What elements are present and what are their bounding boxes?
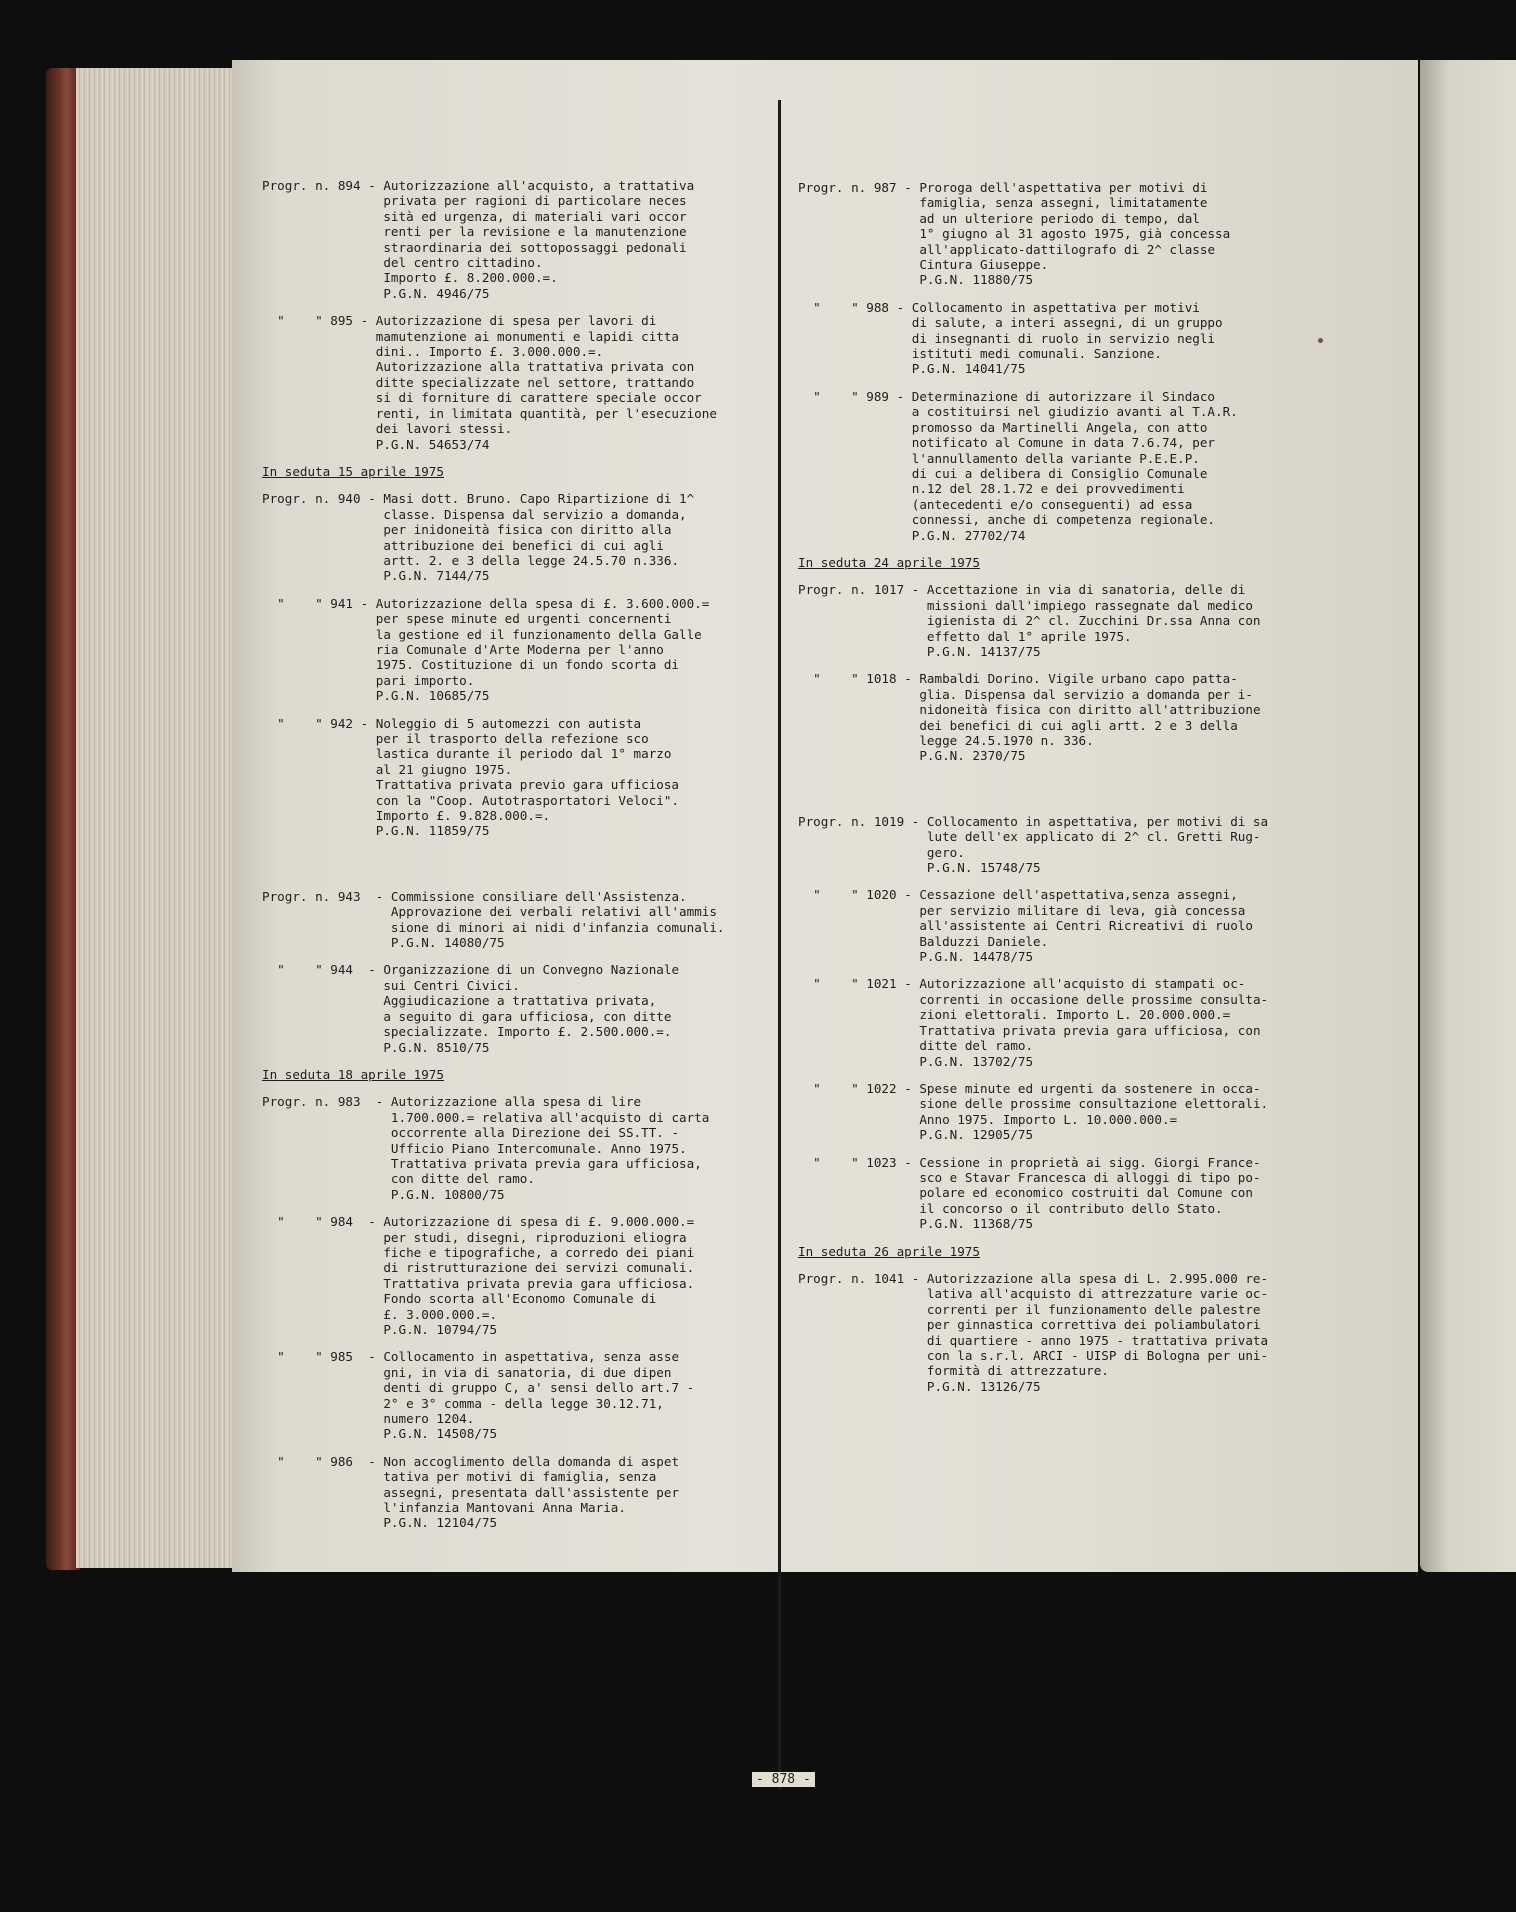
entry-line: renti per la revisione e la manutenzione	[383, 224, 687, 240]
entry-line: lute dell'ex applicato di 2^ cl. Gretti Rug-	[926, 829, 1261, 845]
entry-line: Trattativa privata previa gara ufficiosa.	[383, 1275, 695, 1291]
entry-line: all'assistente ai Centri Ricreativi di ruolo	[919, 918, 1253, 934]
entry-line: sione delle prossime consultazione elettorali.	[919, 1096, 1269, 1112]
entry-text	[919, 1155, 1288, 1232]
entry-line: P.G.N. 7144/75	[383, 568, 490, 584]
resolution-entry	[262, 491, 762, 583]
entry-number: Progr. n. 983 -	[262, 1094, 391, 1110]
entry-text	[383, 1214, 762, 1337]
entry-line: Commissione consiliare dell'Assistenza.	[390, 888, 687, 904]
entry-line: assegni, presentata dall'assistente per	[383, 1484, 680, 1500]
entry-line: con la s.r.l. ARCI - UISP di Bologna per uni-	[926, 1348, 1269, 1363]
entry-line: la gestione ed il funzionamento della Galle	[375, 626, 702, 642]
entry-text	[919, 180, 1288, 288]
entry-line: P.G.N. 14041/75	[911, 361, 1026, 377]
resolution-entry	[262, 1349, 762, 1441]
entry-line: Collocamento in aspettativa, per motivi di sa	[926, 813, 1269, 829]
entry-line: Autorizzazione alla spesa di L. 2.995.000 re-	[926, 1270, 1269, 1286]
entry-text	[391, 1094, 762, 1202]
entry-line: pari importo.	[375, 672, 475, 688]
entry-line: P.G.N. 2370/75	[919, 748, 1026, 764]
entry-line: legge 24.5.1970 n. 336.	[919, 733, 1094, 748]
entry-number: " " 1022 -	[798, 1080, 920, 1096]
entry-line: Ufficio Piano Intercomunale. Anno 1975.	[390, 1140, 687, 1156]
entry-line: Autorizzazione all'acquisto di stampati oc-	[919, 976, 1246, 992]
entry-line: P.G.N. 8510/75	[383, 1039, 490, 1055]
entry-line: connessi, anche di competenza regionale.	[911, 512, 1216, 528]
entry-line: 1° giugno al 31 agosto 1975, già concessa	[919, 226, 1231, 242]
entry-line: ditte specializzate nel settore, trattando	[375, 374, 695, 390]
entry-line: denti di gruppo C, a' sensi dello art.7 -	[383, 1380, 695, 1396]
entry-line: Non accoglimento della domanda di aspet	[383, 1453, 680, 1469]
resolution-entry	[262, 178, 762, 301]
entry-line: igienista di 2^ cl. Zucchini Dr.ssa Anna con	[926, 613, 1261, 629]
entry-line: 1975. Costituzione di un fondo scorta di	[375, 657, 680, 673]
entry-line: Autorizzazione all'acquisto, a trattativa	[383, 178, 695, 193]
entry-number: " " 895 -	[262, 313, 376, 329]
entry-line: Noleggio di 5 automezzi con autista	[375, 715, 642, 731]
entry-line: P.G.N. 12905/75	[919, 1127, 1034, 1143]
entry-line: P.G.N. 14478/75	[919, 949, 1034, 965]
entry-line: lastica durante il periodo dal 1° marzo	[375, 746, 672, 762]
resolution-entry	[798, 389, 1288, 543]
entry-line: P.G.N. 13126/75	[926, 1378, 1041, 1394]
entry-number: " " 944 -	[262, 962, 384, 978]
entry-line: formità di attrezzature.	[926, 1363, 1109, 1379]
resolution-entry	[798, 1271, 1288, 1394]
entry-line: artt. 2. e 3 della legge 24.5.70 n.336.	[383, 552, 680, 568]
entry-number: " " 984 -	[262, 1214, 384, 1230]
entry-text	[919, 976, 1288, 1068]
entry-line: renti, in limitata quantità, per l'esecuzione	[375, 405, 717, 421]
entry-line: al 21 giugno 1975.	[375, 761, 513, 777]
page-edges	[76, 68, 232, 1568]
entry-line: Anno 1975. Importo L. 10.000.000.=	[919, 1111, 1178, 1127]
resolution-entry	[262, 313, 762, 452]
entry-number: " " 1020 -	[798, 887, 920, 903]
entry-text	[383, 962, 762, 1054]
entry-line: Autorizzazione alla trattativa privata con	[375, 359, 695, 375]
entry-line: istituti medi comunali. Sanzione.	[911, 346, 1162, 362]
entry-line: classe. Dispensa dal servizio a domanda,	[383, 506, 687, 522]
entry-line: P.G.N. 27702/74	[911, 527, 1026, 543]
entry-line: per spese minute ed urgenti concernenti	[375, 611, 672, 627]
entry-line: ditte del ramo.	[919, 1038, 1034, 1054]
entry-text	[391, 889, 762, 951]
entry-line: P.G.N. 4946/75	[383, 285, 490, 301]
entry-line: fiche e tipografiche, a corredo dei piani	[383, 1244, 695, 1260]
session-heading: In seduta 24 aprile 1975	[798, 554, 980, 570]
entry-text	[912, 300, 1288, 377]
entry-text	[376, 716, 762, 839]
entry-text	[383, 491, 762, 583]
entry-line: Autorizzazione della spesa di £. 3.600.000.=	[375, 595, 710, 611]
entry-line: Autorizzazione alla spesa di lire	[390, 1094, 642, 1110]
entry-text	[927, 1271, 1288, 1394]
resolution-entry	[798, 814, 1288, 876]
entry-number: Progr. n. 943 -	[262, 888, 391, 904]
entry-line: Balduzzi Daniele.	[919, 933, 1049, 949]
entry-line: specializzate. Importo £. 2.500.000.=.	[383, 1024, 672, 1040]
entry-line: dei lavori stessi.	[375, 421, 513, 437]
entry-line: per inidoneità fisica con diritto alla	[383, 522, 672, 538]
entry-line: con la "Coop. Autotrasportatori Veloci".	[375, 792, 680, 808]
resolution-entry	[798, 582, 1288, 659]
resolution-entry	[262, 596, 762, 704]
entry-text	[919, 671, 1288, 763]
entry-line: l'annullamento della variante P.E.E.P.	[911, 450, 1200, 466]
entry-number: " " 941 -	[262, 595, 376, 611]
entry-text	[927, 582, 1288, 659]
entry-line: sui Centri Civici.	[383, 977, 520, 993]
entry-line: sità ed urgenza, di materiali vari occor	[383, 208, 687, 224]
entry-line: numero 1204.	[383, 1411, 475, 1427]
resolution-entry	[798, 1081, 1288, 1143]
entry-line: Cessazione dell'aspettativa,senza assegni,	[919, 887, 1238, 903]
entry-line: occorrente alla Direzione dei SS.TT. -	[390, 1125, 680, 1141]
entry-number: Progr. n. 940 -	[262, 491, 384, 507]
resolution-entry	[262, 962, 762, 1054]
entry-number: Progr. n. 1017 -	[798, 582, 927, 598]
left-column	[262, 178, 762, 1543]
entry-line: famiglia, senza assegni, limitatamente	[919, 195, 1208, 211]
entry-line: Autorizzazione di spesa di £. 9.000.000.=	[383, 1214, 695, 1230]
entry-number: Progr. n. 1041 -	[798, 1270, 927, 1286]
entry-line: P.G.N. 10800/75	[390, 1186, 505, 1202]
entry-line: attribuzione dei benefici di cui agli	[383, 537, 664, 553]
entry-line: P.G.N. 11859/75	[375, 823, 490, 839]
entry-line: effetto dal 1° aprile 1975.	[926, 628, 1132, 644]
entry-line: Organizzazione di un Convegno Nazionale	[383, 962, 680, 978]
entry-line: straordinaria dei sottopossaggi pedonali	[383, 239, 687, 255]
entry-line: Rambaldi Dorino. Vigile urbano capo patta-	[919, 671, 1238, 687]
entry-line: di quartiere - anno 1975 - trattativa privata	[926, 1332, 1269, 1348]
entry-line: P.G.N. 13702/75	[919, 1053, 1034, 1069]
entry-text	[927, 814, 1288, 876]
entry-line: Accettazione in via di sanatoria, delle di	[926, 582, 1246, 598]
entry-line: per ginnastica correttiva dei poliambulatori	[926, 1317, 1261, 1333]
entry-line: nidoneità fisica con diritto all'attribuzione	[919, 702, 1261, 718]
entry-line: per studi, disegni, riproduzioni eliogra	[383, 1229, 687, 1245]
right-column	[798, 180, 1288, 1406]
entry-line: Proroga dell'aspettativa per motivi di	[919, 180, 1208, 195]
paper-spot	[1318, 338, 1323, 343]
entry-line: P.G.N. 10794/75	[383, 1322, 498, 1337]
entry-line: correnti per il funzionamento delle palestre	[926, 1301, 1261, 1317]
entry-line: Cessione in proprietà ai sigg. Giorgi France-	[919, 1154, 1261, 1170]
entry-number: " " 988 -	[798, 299, 912, 315]
resolution-entry	[262, 1214, 762, 1337]
entry-line: P.G.N. 14508/75	[383, 1426, 498, 1442]
entry-line: sione di minori ai nidi d'infanzia comunali.	[390, 919, 725, 935]
resolution-entry	[262, 889, 762, 951]
entry-number: Progr. n. 987 -	[798, 180, 920, 195]
entry-line: £. 3.000.000.=.	[383, 1306, 498, 1322]
entry-line: P.G.N. 11880/75	[919, 272, 1034, 288]
entry-line: Cintura Giuseppe.	[919, 257, 1049, 273]
entry-text	[376, 596, 762, 704]
entry-line: glia. Dispensa dal servizio a domanda per i-	[919, 686, 1253, 702]
entry-line: di insegnanti di ruolo in servizio negli	[911, 330, 1216, 346]
entry-line: Trattativa privata previa gara ufficiosa, con	[919, 1022, 1261, 1038]
entry-line: dini.. Importo £. 3.000.000.=.	[375, 344, 604, 360]
resolution-entry	[798, 1155, 1288, 1232]
entry-line: Trattativa privata previa gara ufficiosa,	[390, 1155, 702, 1171]
entry-text	[383, 178, 762, 301]
entry-line: P.G.N. 14080/75	[390, 935, 505, 951]
resolution-entry	[262, 1454, 762, 1531]
entry-line: 2° e 3° comma - della legge 30.12.71,	[383, 1395, 664, 1411]
entry-line: per servizio militare di leva, già concessa	[919, 902, 1246, 918]
resolution-entry	[798, 887, 1288, 964]
entry-line: l'infanzia Mantovani Anna Maria.	[383, 1500, 626, 1516]
entry-line: di salute, a interi assegni, di un gruppo	[911, 315, 1223, 331]
entry-line: mamutenzione ai monumenti e lapidi citta	[375, 328, 680, 344]
entry-line: a costituirsi nel giudizio avanti al T.A.R.	[911, 404, 1238, 420]
resolution-entry	[262, 1094, 762, 1202]
entry-line: Masi dott. Bruno. Capo Ripartizione di 1^	[383, 491, 695, 507]
session-heading: In seduta 26 aprile 1975	[798, 1243, 980, 1259]
entry-line: di ristrutturazione dei servizi comunali.	[383, 1260, 695, 1276]
entry-line: P.G.N. 12104/75	[383, 1515, 498, 1531]
column-divider	[778, 100, 781, 1790]
entry-line: Trattativa privata previo gara ufficiosa	[375, 777, 680, 793]
book-spine	[46, 68, 80, 1570]
entry-line: P.G.N. 10685/75	[375, 688, 490, 704]
resolution-entry	[798, 671, 1288, 763]
entry-line: zioni elettorali. Importo L. 20.000.000.=	[919, 1007, 1231, 1023]
entry-line: ria Comunale d'Arte Moderna per l'anno	[375, 641, 664, 657]
entry-line: correnti in occasione delle prossime consulta-	[919, 991, 1269, 1007]
entry-line: 1.700.000.= relativa all'acquisto di carta	[390, 1109, 710, 1125]
entry-number: Progr. n. 894 -	[262, 178, 384, 193]
entry-line: (antecedenti e/o conseguenti) ad essa	[911, 496, 1193, 512]
session-heading: In seduta 18 aprile 1975	[262, 1066, 444, 1082]
entry-line: Spese minute ed urgenti da sostenere in occa-	[919, 1080, 1261, 1096]
entry-line: dei benefici di cui agli artt. 2 e 3 della	[919, 717, 1238, 733]
entry-line: notificato al Comune in data 7.6.74, per	[911, 435, 1216, 451]
page-number: - 878 -	[752, 1772, 815, 1787]
entry-line: P.G.N. 54653/74	[375, 436, 490, 452]
facing-page-edge	[1420, 60, 1516, 1572]
entry-text	[376, 313, 762, 452]
session-heading: In seduta 15 aprile 1975	[262, 463, 444, 479]
entry-line: P.G.N. 14137/75	[926, 643, 1041, 659]
entry-number: " " 1018 -	[798, 671, 920, 687]
entry-text	[919, 887, 1288, 964]
entry-line: di cui a delibera di Consiglio Comunale	[911, 465, 1208, 481]
entry-text	[919, 1081, 1288, 1143]
entry-line: lativa all'acquisto di attrezzature varie oc-	[926, 1286, 1269, 1302]
entry-line: a seguito di gara ufficiosa, con ditte	[383, 1008, 672, 1024]
entry-line: per il trasporto della refezione sco	[375, 731, 649, 746]
entry-line: si di forniture di carattere speciale occor	[375, 390, 702, 406]
resolution-entry	[798, 180, 1288, 288]
entry-line: Fondo scorta all'Economo Comunale di	[383, 1291, 657, 1307]
resolution-entry	[798, 976, 1288, 1068]
entry-line: promosso da Martinelli Angela, con atto	[911, 419, 1208, 435]
entry-line: Aggiudicazione a trattativa privata,	[383, 993, 657, 1009]
entry-line: tativa per motivi di famiglia, senza	[383, 1469, 657, 1485]
entry-line: privata per ragioni di particolare neces	[383, 193, 687, 209]
entry-line: del centro cittadino.	[383, 255, 543, 271]
entry-line: gni, in via di sanatoria, di due dipen	[383, 1364, 672, 1380]
resolution-entry	[798, 300, 1288, 377]
entry-text	[383, 1454, 762, 1531]
entry-line: Approvazione dei verbali relativi all'ammis	[390, 904, 717, 920]
entry-line: Collocamento in aspettativa, senza asse	[383, 1349, 680, 1365]
entry-number: Progr. n. 1019 -	[798, 813, 927, 829]
entry-text	[383, 1349, 762, 1441]
entry-number: " " 1023 -	[798, 1154, 920, 1170]
entry-number: " " 942 -	[262, 715, 376, 731]
entry-line: Autorizzazione di spesa per lavori di	[375, 313, 657, 329]
entry-line: all'applicato-dattilografo di 2^ classe	[919, 241, 1216, 257]
entry-line: sco e Stavar Francesca di alloggi di tipo po-	[919, 1169, 1261, 1185]
entry-line: n.12 del 28.1.72 e dei provvedimenti	[911, 481, 1185, 497]
entry-line: Determinazione di autorizzare il Sindaco	[911, 388, 1216, 404]
entry-line: ad un ulteriore periodo di tempo, dal	[919, 210, 1200, 226]
entry-text	[912, 389, 1288, 543]
entry-line: P.G.N. 15748/75	[926, 860, 1041, 876]
entry-line: P.G.N. 11368/75	[919, 1216, 1034, 1232]
entry-line: Importo £. 9.828.000.=.	[375, 808, 551, 824]
entry-line: missioni dall'impiego rassegnate dal medico	[926, 597, 1253, 613]
entry-line: il concorso o il contributo dello Stato.	[919, 1200, 1223, 1216]
entry-line: con ditte del ramo.	[390, 1171, 535, 1187]
entry-line: Importo £. 8.200.000.=.	[383, 270, 558, 286]
entry-number: " " 1021 -	[798, 976, 920, 992]
entry-number: " " 989 -	[798, 388, 912, 404]
entry-number: " " 986 -	[262, 1453, 384, 1469]
resolution-entry	[262, 716, 762, 839]
entry-number: " " 985 -	[262, 1349, 384, 1365]
entry-line: polare ed economico costruiti dal Comune con	[919, 1185, 1253, 1201]
entry-line: gero.	[926, 844, 965, 860]
entry-line: Collocamento in aspettativa per motivi	[911, 299, 1200, 315]
